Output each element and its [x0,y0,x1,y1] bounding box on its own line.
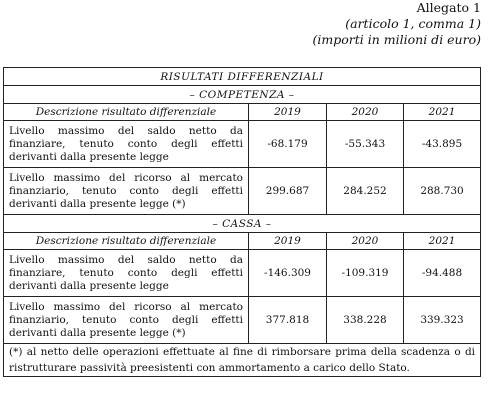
document-header [313,0,481,48]
value-cell: -146.309 [249,250,327,297]
value-cell: 284.252 [327,168,404,215]
table-row [4,250,481,297]
risultati-table [3,67,481,377]
row-description: Livello massimo del saldo netto da finanziare, tenuto conto degli effetti derivanti dalla presente legge [4,250,249,297]
value-cell: -43.895 [404,121,481,168]
table-footnote: (*) al netto delle operazioni effettuate al fine di rimborsare prima della scadenza o di ristrutturare passività preesistenti con ammortamento a carico dello Stato. [4,344,481,377]
allegato-label: Allegato 1 [416,0,481,15]
value-cell: -68.179 [249,121,327,168]
value-cell: 288.730 [404,168,481,215]
table-row [4,121,481,168]
value-cell: -109.319 [327,250,404,297]
row-description: Livello massimo del ricorso al mercato finanziario, tenuto conto degli effetti derivanti dalla presente legge (*) [4,297,249,344]
column-header-row [4,104,481,121]
column-header-2019: 2019 [249,233,327,250]
value-cell: -94.488 [404,250,481,297]
row-description: Livello massimo del saldo netto da finanziare, tenuto conto degli effetti derivanti dalla presente legge [4,121,249,168]
value-cell: 377.818 [249,297,327,344]
section-competenza: – COMPETENZA – [4,86,481,104]
table-row [4,168,481,215]
column-header-description: Descrizione risultato differenziale [4,233,249,250]
column-header-2020: 2020 [327,233,404,250]
column-header-description: Descrizione risultato differenziale [4,104,249,121]
row-description: Livello massimo del ricorso al mercato finanziario, tenuto conto degli effetti derivanti dalla presente legge (*) [4,168,249,215]
value-cell: -55.343 [327,121,404,168]
table-row [4,297,481,344]
column-header-2021: 2021 [404,104,481,121]
value-cell: 299.687 [249,168,327,215]
value-cell: 339.323 [404,297,481,344]
column-header-row [4,233,481,250]
articolo-reference: (articolo 1, comma 1) [345,16,481,31]
column-header-2021: 2021 [404,233,481,250]
column-header-2020: 2020 [327,104,404,121]
units-note: (importi in milioni di euro) [312,32,481,47]
column-header-2019: 2019 [249,104,327,121]
section-cassa: – CASSA – [4,215,481,233]
value-cell: 338.228 [327,297,404,344]
table-title: RISULTATI DIFFERENZIALI [4,68,481,86]
